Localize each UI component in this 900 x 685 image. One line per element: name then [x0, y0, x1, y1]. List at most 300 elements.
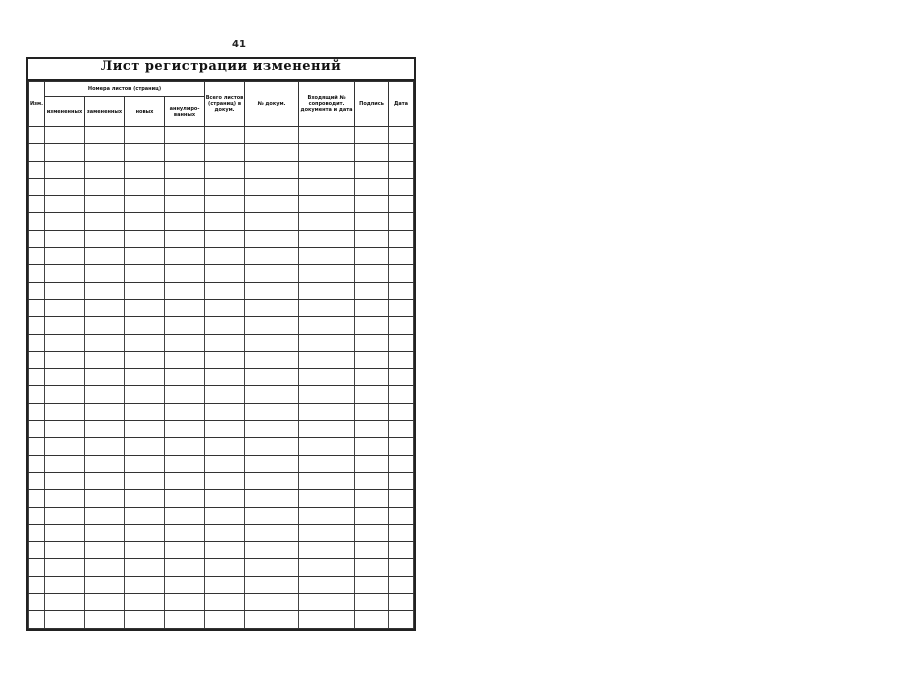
- table-cell: [299, 438, 355, 455]
- table-cell: [205, 178, 245, 195]
- table-cell: [165, 248, 205, 265]
- table-cell: [125, 507, 165, 524]
- table-row: [29, 386, 414, 403]
- table-cell: [389, 178, 414, 195]
- table-cell: [165, 178, 205, 195]
- table-cell: [85, 334, 125, 351]
- table-cell: [205, 196, 245, 213]
- table-cell: [125, 299, 165, 316]
- table-cell: [355, 594, 389, 611]
- table-cell: [125, 542, 165, 559]
- table-cell: [205, 299, 245, 316]
- table-cell: [125, 611, 165, 628]
- table-cell: [299, 161, 355, 178]
- table-cell: [125, 455, 165, 472]
- table-cell: [85, 265, 125, 282]
- table-cell: [45, 161, 85, 178]
- table-cell: [85, 282, 125, 299]
- col-total-sheets-header: Всего листов (страниц) в докум.: [205, 82, 245, 127]
- table-cell: [205, 265, 245, 282]
- table-cell: [355, 248, 389, 265]
- table-cell: [85, 490, 125, 507]
- table-cell: [165, 559, 205, 576]
- table-cell: [29, 524, 45, 541]
- table-cell: [29, 369, 45, 386]
- table-cell: [389, 455, 414, 472]
- table-cell: [299, 524, 355, 541]
- change-registration-sheet: [26, 57, 416, 631]
- table-cell: [389, 196, 414, 213]
- table-cell: [165, 265, 205, 282]
- table-cell: [299, 542, 355, 559]
- table-cell: [245, 472, 299, 489]
- table-cell: [165, 507, 205, 524]
- table-cell: [125, 144, 165, 161]
- table-cell: [165, 542, 205, 559]
- table-cell: [45, 490, 85, 507]
- table-cell: [29, 611, 45, 628]
- table-cell: [389, 144, 414, 161]
- table-cell: [29, 438, 45, 455]
- table-cell: [29, 213, 45, 230]
- table-cell: [205, 559, 245, 576]
- table-cell: [389, 524, 414, 541]
- table-cell: [389, 386, 414, 403]
- table-cell: [299, 196, 355, 213]
- table-cell: [125, 265, 165, 282]
- col-new-header: новых: [125, 97, 165, 127]
- table-cell: [45, 524, 85, 541]
- table-cell: [355, 472, 389, 489]
- table-cell: [299, 403, 355, 420]
- table-cell: [355, 161, 389, 178]
- table-cell: [245, 628, 299, 631]
- table-cell: [45, 317, 85, 334]
- table-row: [29, 421, 414, 438]
- table-cell: [29, 265, 45, 282]
- table-cell: [355, 386, 389, 403]
- table-cell: [245, 438, 299, 455]
- table-cell: [299, 299, 355, 316]
- table-cell: [205, 230, 245, 247]
- table-cell: [125, 230, 165, 247]
- table-cell: [125, 317, 165, 334]
- table-cell: [125, 576, 165, 593]
- table-cell: [205, 403, 245, 420]
- table-cell: [299, 144, 355, 161]
- table-cell: [205, 611, 245, 628]
- table-cell: [355, 144, 389, 161]
- table-cell: [299, 386, 355, 403]
- table-cell: [29, 386, 45, 403]
- table-cell: [355, 559, 389, 576]
- table-row: [29, 230, 414, 247]
- table-cell: [355, 282, 389, 299]
- table-cell: [205, 576, 245, 593]
- table-cell: [29, 628, 45, 631]
- table-cell: [205, 524, 245, 541]
- table-cell: [165, 127, 205, 144]
- table-row: [29, 628, 414, 631]
- table-cell: [45, 265, 85, 282]
- table-cell: [125, 161, 165, 178]
- table-cell: [85, 230, 125, 247]
- table-cell: [45, 559, 85, 576]
- table-cell: [29, 403, 45, 420]
- table-cell: [165, 403, 205, 420]
- table-cell: [389, 542, 414, 559]
- table-cell: [85, 127, 125, 144]
- table-row: [29, 248, 414, 265]
- col-replaced-header: замененных: [85, 97, 125, 127]
- table-cell: [85, 472, 125, 489]
- table-cell: [29, 472, 45, 489]
- table-cell: [165, 438, 205, 455]
- table-cell: [355, 299, 389, 316]
- table-row: [29, 369, 414, 386]
- table-cell: [165, 196, 205, 213]
- table-cell: [245, 403, 299, 420]
- table-cell: [389, 611, 414, 628]
- table-cell: [355, 403, 389, 420]
- table-cell: [165, 421, 205, 438]
- table-cell: [389, 628, 414, 631]
- table-cell: [45, 594, 85, 611]
- table-row: [29, 282, 414, 299]
- table-cell: [85, 628, 125, 631]
- table-row: [29, 334, 414, 351]
- table-row: [29, 144, 414, 161]
- table-cell: [299, 127, 355, 144]
- table-cell: [299, 317, 355, 334]
- table-cell: [245, 144, 299, 161]
- table-cell: [165, 144, 205, 161]
- table-cell: [165, 282, 205, 299]
- table-cell: [45, 455, 85, 472]
- table-cell: [299, 455, 355, 472]
- table-cell: [45, 438, 85, 455]
- table-cell: [85, 317, 125, 334]
- table-cell: [45, 403, 85, 420]
- table-cell: [355, 317, 389, 334]
- table-cell: [165, 334, 205, 351]
- table-cell: [205, 455, 245, 472]
- table-cell: [45, 351, 85, 368]
- table-cell: [245, 594, 299, 611]
- table-cell: [125, 403, 165, 420]
- col-incoming-doc-header: Входящий № сопроводит. документа и дата: [299, 82, 355, 127]
- table-cell: [205, 472, 245, 489]
- table-cell: [205, 127, 245, 144]
- table-cell: [29, 127, 45, 144]
- table-cell: [245, 213, 299, 230]
- table-cell: [45, 507, 85, 524]
- col-date-header: Дата: [389, 82, 414, 127]
- table-cell: [85, 594, 125, 611]
- table-cell: [299, 334, 355, 351]
- table-cell: [85, 611, 125, 628]
- table-cell: [125, 628, 165, 631]
- table-cell: [299, 490, 355, 507]
- table-cell: [205, 334, 245, 351]
- table-cell: [389, 438, 414, 455]
- table-cell: [45, 542, 85, 559]
- table-cell: [85, 248, 125, 265]
- table-row: [29, 542, 414, 559]
- table-cell: [165, 472, 205, 489]
- table-cell: [299, 265, 355, 282]
- table-row: [29, 490, 414, 507]
- table-cell: [245, 161, 299, 178]
- table-cell: [245, 178, 299, 195]
- table-cell: [389, 334, 414, 351]
- table-row: [29, 438, 414, 455]
- table-cell: [165, 386, 205, 403]
- table-cell: [165, 628, 205, 631]
- table-cell: [45, 421, 85, 438]
- table-cell: [245, 524, 299, 541]
- table-cell: [85, 559, 125, 576]
- table-cell: [389, 351, 414, 368]
- table-cell: [45, 611, 85, 628]
- table-cell: [205, 386, 245, 403]
- table-cell: [45, 230, 85, 247]
- table-cell: [389, 472, 414, 489]
- table-cell: [29, 334, 45, 351]
- table-cell: [125, 196, 165, 213]
- table-cell: [205, 594, 245, 611]
- table-cell: [245, 230, 299, 247]
- table-cell: [29, 178, 45, 195]
- table-cell: [165, 576, 205, 593]
- table-cell: [389, 594, 414, 611]
- table-cell: [29, 248, 45, 265]
- table-cell: [125, 248, 165, 265]
- table-cell: [245, 299, 299, 316]
- table-cell: [299, 369, 355, 386]
- table-cell: [389, 127, 414, 144]
- table-cell: [355, 490, 389, 507]
- table-cell: [85, 421, 125, 438]
- table-cell: [299, 282, 355, 299]
- table-cell: [205, 351, 245, 368]
- table-cell: [45, 576, 85, 593]
- table-cell: [45, 127, 85, 144]
- table-cell: [355, 178, 389, 195]
- table-cell: [165, 317, 205, 334]
- table-row: [29, 351, 414, 368]
- table-cell: [245, 334, 299, 351]
- table-cell: [389, 213, 414, 230]
- table-cell: [125, 351, 165, 368]
- table-cell: [45, 144, 85, 161]
- table-cell: [245, 196, 299, 213]
- table-cell: [205, 628, 245, 631]
- table-cell: [299, 178, 355, 195]
- table-cell: [85, 576, 125, 593]
- table-row: [29, 213, 414, 230]
- table-cell: [125, 178, 165, 195]
- col-signature-header: Подпись: [355, 82, 389, 127]
- table-cell: [245, 282, 299, 299]
- table-cell: [355, 213, 389, 230]
- table-cell: [29, 421, 45, 438]
- table-cell: [355, 421, 389, 438]
- table-cell: [205, 542, 245, 559]
- table-row: [29, 403, 414, 420]
- table-row: [29, 161, 414, 178]
- table-cell: [205, 421, 245, 438]
- table-cell: [125, 213, 165, 230]
- table-cell: [125, 472, 165, 489]
- table-cell: [245, 559, 299, 576]
- table-cell: [165, 213, 205, 230]
- table-cell: [245, 507, 299, 524]
- table-cell: [389, 282, 414, 299]
- table-cell: [205, 369, 245, 386]
- table-cell: [125, 334, 165, 351]
- table-row: [29, 594, 414, 611]
- table-cell: [45, 386, 85, 403]
- table-cell: [45, 178, 85, 195]
- table-cell: [165, 611, 205, 628]
- table-cell: [389, 230, 414, 247]
- table-cell: [85, 507, 125, 524]
- table-cell: [85, 351, 125, 368]
- table-cell: [355, 576, 389, 593]
- table-cell: [299, 611, 355, 628]
- table-cell: [389, 421, 414, 438]
- table-cell: [125, 594, 165, 611]
- table-row: [29, 507, 414, 524]
- table-cell: [165, 369, 205, 386]
- table-cell: [299, 213, 355, 230]
- table-cell: [299, 351, 355, 368]
- table-cell: [165, 490, 205, 507]
- table-cell: [355, 127, 389, 144]
- table-cell: [85, 542, 125, 559]
- table-cell: [29, 161, 45, 178]
- table-row: [29, 127, 414, 144]
- table-cell: [165, 230, 205, 247]
- table-cell: [355, 265, 389, 282]
- table-cell: [205, 507, 245, 524]
- table-cell: [125, 369, 165, 386]
- table-cell: [389, 490, 414, 507]
- table-cell: [125, 559, 165, 576]
- table-cell: [299, 576, 355, 593]
- table-cell: [205, 490, 245, 507]
- table-cell: [245, 611, 299, 628]
- table-cell: [245, 317, 299, 334]
- table-cell: [205, 438, 245, 455]
- table-cell: [355, 611, 389, 628]
- table-row: [29, 576, 414, 593]
- table-row: [29, 265, 414, 282]
- table-cell: [29, 196, 45, 213]
- table-cell: [165, 299, 205, 316]
- table-cell: [389, 559, 414, 576]
- table-body: [29, 127, 414, 632]
- table-cell: [125, 490, 165, 507]
- table-row: [29, 317, 414, 334]
- table-cell: [205, 213, 245, 230]
- table-cell: [245, 248, 299, 265]
- table-cell: [125, 282, 165, 299]
- table-cell: [29, 299, 45, 316]
- table-cell: [389, 265, 414, 282]
- col-annulled-header: аннулиро-ванных: [165, 97, 205, 127]
- table-cell: [165, 594, 205, 611]
- table-cell: [299, 507, 355, 524]
- table-cell: [29, 542, 45, 559]
- table-cell: [299, 559, 355, 576]
- table-row: [29, 524, 414, 541]
- table-cell: [355, 455, 389, 472]
- table-cell: [205, 161, 245, 178]
- table-cell: [205, 144, 245, 161]
- table-cell: [85, 455, 125, 472]
- table-cell: [245, 351, 299, 368]
- table-cell: [299, 230, 355, 247]
- table-cell: [125, 421, 165, 438]
- table-cell: [125, 524, 165, 541]
- table-cell: [355, 524, 389, 541]
- table-cell: [245, 490, 299, 507]
- table-row: [29, 299, 414, 316]
- table-cell: [245, 455, 299, 472]
- table-cell: [355, 230, 389, 247]
- table-cell: [85, 178, 125, 195]
- table-cell: [85, 369, 125, 386]
- table-cell: [85, 403, 125, 420]
- table-cell: [29, 351, 45, 368]
- table-cell: [245, 386, 299, 403]
- table-cell: [299, 594, 355, 611]
- table-cell: [125, 438, 165, 455]
- col-changed-header: измененных: [45, 97, 85, 127]
- table-cell: [29, 230, 45, 247]
- table-cell: [355, 351, 389, 368]
- table-cell: [45, 334, 85, 351]
- table-cell: [355, 369, 389, 386]
- table-cell: [85, 161, 125, 178]
- table-cell: [45, 196, 85, 213]
- table-cell: [389, 576, 414, 593]
- table-row: [29, 196, 414, 213]
- table-cell: [299, 472, 355, 489]
- table-cell: [389, 507, 414, 524]
- change-registration-table: [28, 81, 414, 631]
- col-change-header: Изм.: [29, 82, 45, 127]
- table-row: [29, 611, 414, 628]
- col-doc-number-header: № докум.: [245, 82, 299, 127]
- table-cell: [45, 248, 85, 265]
- table-header: [29, 82, 414, 127]
- table-cell: [355, 542, 389, 559]
- table-cell: [355, 628, 389, 631]
- table-cell: [355, 507, 389, 524]
- table-cell: [389, 317, 414, 334]
- col-group-sheet-numbers-header: Номера листов (страниц): [45, 82, 205, 97]
- table-cell: [355, 334, 389, 351]
- table-cell: [299, 248, 355, 265]
- table-cell: [29, 490, 45, 507]
- table-cell: [29, 144, 45, 161]
- table-cell: [355, 196, 389, 213]
- table-cell: [45, 628, 85, 631]
- table-cell: [205, 317, 245, 334]
